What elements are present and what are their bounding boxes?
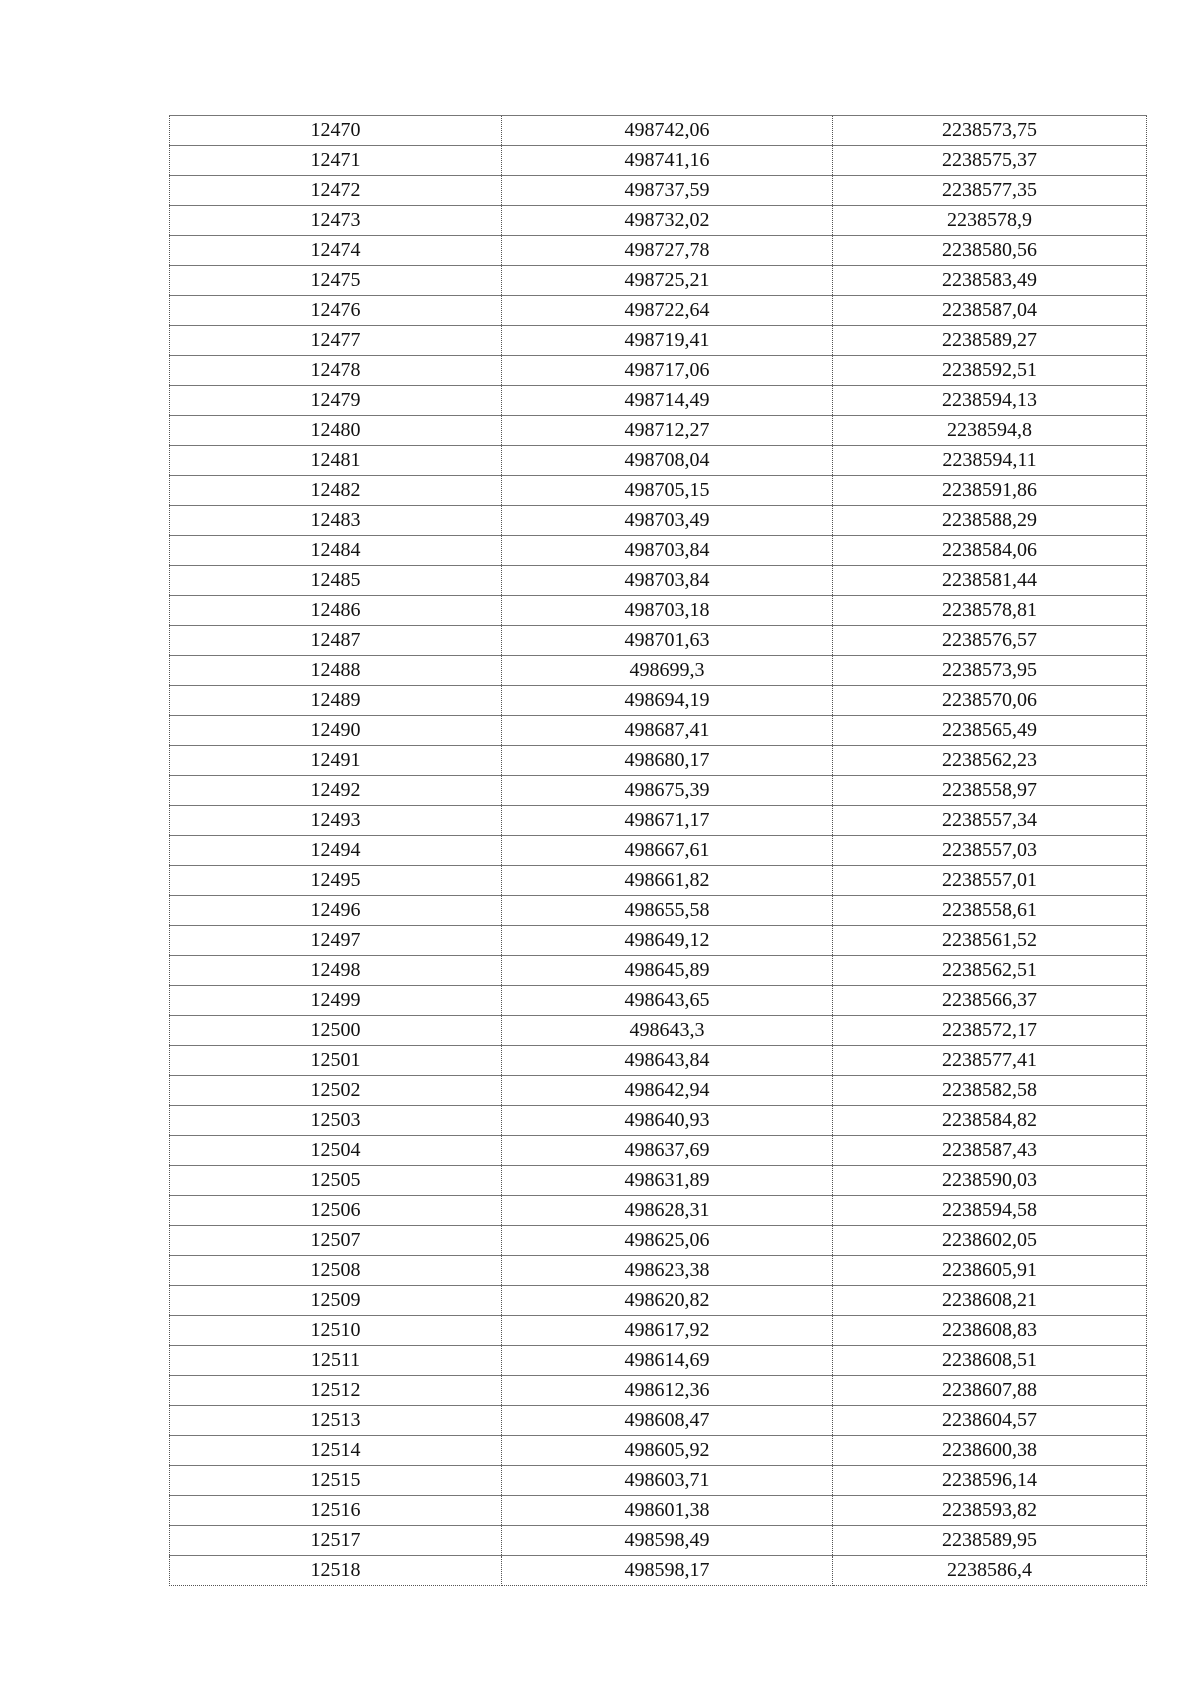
x-coordinate-cell: 498722,64 [502, 296, 833, 326]
table-row [170, 416, 1147, 446]
x-coordinate-cell: 498605,92 [502, 1436, 833, 1466]
x-coordinate-cell: 498714,49 [502, 386, 833, 416]
table-row [170, 476, 1147, 506]
y-coordinate-cell: 2238572,17 [833, 1016, 1147, 1046]
table-row [170, 266, 1147, 296]
y-coordinate-cell: 2238587,43 [833, 1136, 1147, 1166]
y-coordinate-cell: 2238589,95 [833, 1526, 1147, 1556]
x-coordinate-cell: 498708,04 [502, 446, 833, 476]
x-coordinate-cell: 498642,94 [502, 1076, 833, 1106]
table-row [170, 1406, 1147, 1436]
point-number-cell: 12476 [170, 296, 502, 326]
table-row [170, 176, 1147, 206]
table-row [170, 746, 1147, 776]
y-coordinate-cell: 2238592,51 [833, 356, 1147, 386]
point-number-cell: 12485 [170, 566, 502, 596]
y-coordinate-cell: 2238561,52 [833, 926, 1147, 956]
table-row [170, 146, 1147, 176]
table-row [170, 716, 1147, 746]
x-coordinate-cell: 498628,31 [502, 1196, 833, 1226]
table-row [170, 656, 1147, 686]
x-coordinate-cell: 498649,12 [502, 926, 833, 956]
y-coordinate-cell: 2238575,37 [833, 146, 1147, 176]
x-coordinate-cell: 498608,47 [502, 1406, 833, 1436]
point-number-cell: 12516 [170, 1496, 502, 1526]
point-number-cell: 12500 [170, 1016, 502, 1046]
point-number-cell: 12483 [170, 506, 502, 536]
point-number-cell: 12486 [170, 596, 502, 626]
point-number-cell: 12481 [170, 446, 502, 476]
y-coordinate-cell: 2238596,14 [833, 1466, 1147, 1496]
y-coordinate-cell: 2238573,75 [833, 116, 1147, 146]
table-row [170, 326, 1147, 356]
y-coordinate-cell: 2238578,9 [833, 206, 1147, 236]
x-coordinate-cell: 498732,02 [502, 206, 833, 236]
point-number-cell: 12490 [170, 716, 502, 746]
y-coordinate-cell: 2238590,03 [833, 1166, 1147, 1196]
table-row [170, 1526, 1147, 1556]
table-row [170, 1466, 1147, 1496]
table-row [170, 1346, 1147, 1376]
y-coordinate-cell: 2238558,97 [833, 776, 1147, 806]
table-row [170, 806, 1147, 836]
table-row [170, 1136, 1147, 1166]
x-coordinate-cell: 498727,78 [502, 236, 833, 266]
y-coordinate-cell: 2238600,38 [833, 1436, 1147, 1466]
y-coordinate-cell: 2238557,03 [833, 836, 1147, 866]
y-coordinate-cell: 2238577,41 [833, 1046, 1147, 1076]
table-row [170, 1556, 1147, 1586]
y-coordinate-cell: 2238589,27 [833, 326, 1147, 356]
y-coordinate-cell: 2238607,88 [833, 1376, 1147, 1406]
point-number-cell: 12471 [170, 146, 502, 176]
point-number-cell: 12503 [170, 1106, 502, 1136]
table-row [170, 356, 1147, 386]
y-coordinate-cell: 2238577,35 [833, 176, 1147, 206]
x-coordinate-cell: 498603,71 [502, 1466, 833, 1496]
point-number-cell: 12473 [170, 206, 502, 236]
table-row [170, 1226, 1147, 1256]
x-coordinate-cell: 498703,18 [502, 596, 833, 626]
point-number-cell: 12494 [170, 836, 502, 866]
point-number-cell: 12477 [170, 326, 502, 356]
table-row [170, 1286, 1147, 1316]
table-row [170, 866, 1147, 896]
y-coordinate-cell: 2238580,56 [833, 236, 1147, 266]
x-coordinate-cell: 498705,15 [502, 476, 833, 506]
y-coordinate-cell: 2238584,06 [833, 536, 1147, 566]
x-coordinate-cell: 498719,41 [502, 326, 833, 356]
y-coordinate-cell: 2238586,4 [833, 1556, 1147, 1586]
x-coordinate-cell: 498675,39 [502, 776, 833, 806]
x-coordinate-cell: 498667,61 [502, 836, 833, 866]
point-number-cell: 12510 [170, 1316, 502, 1346]
coordinates-table-body [170, 116, 1147, 1586]
x-coordinate-cell: 498717,06 [502, 356, 833, 386]
x-coordinate-cell: 498631,89 [502, 1166, 833, 1196]
table-row [170, 206, 1147, 236]
point-number-cell: 12472 [170, 176, 502, 206]
x-coordinate-cell: 498598,17 [502, 1556, 833, 1586]
x-coordinate-cell: 498625,06 [502, 1226, 833, 1256]
point-number-cell: 12506 [170, 1196, 502, 1226]
y-coordinate-cell: 2238558,61 [833, 896, 1147, 926]
table-row [170, 956, 1147, 986]
x-coordinate-cell: 498687,41 [502, 716, 833, 746]
x-coordinate-cell: 498637,69 [502, 1136, 833, 1166]
x-coordinate-cell: 498694,19 [502, 686, 833, 716]
point-number-cell: 12515 [170, 1466, 502, 1496]
point-number-cell: 12512 [170, 1376, 502, 1406]
x-coordinate-cell: 498701,63 [502, 626, 833, 656]
x-coordinate-cell: 498680,17 [502, 746, 833, 776]
table-row [170, 686, 1147, 716]
table-row [170, 236, 1147, 266]
y-coordinate-cell: 2238604,57 [833, 1406, 1147, 1436]
point-number-cell: 12495 [170, 866, 502, 896]
point-number-cell: 12470 [170, 116, 502, 146]
table-row [170, 1316, 1147, 1346]
table-row [170, 566, 1147, 596]
y-coordinate-cell: 2238581,44 [833, 566, 1147, 596]
table-row [170, 626, 1147, 656]
table-row [170, 836, 1147, 866]
point-number-cell: 12499 [170, 986, 502, 1016]
y-coordinate-cell: 2238557,34 [833, 806, 1147, 836]
table-row [170, 986, 1147, 1016]
x-coordinate-cell: 498737,59 [502, 176, 833, 206]
table-row [170, 1376, 1147, 1406]
point-number-cell: 12474 [170, 236, 502, 266]
x-coordinate-cell: 498703,84 [502, 536, 833, 566]
table-row [170, 1196, 1147, 1226]
y-coordinate-cell: 2238587,04 [833, 296, 1147, 326]
point-number-cell: 12505 [170, 1166, 502, 1196]
y-coordinate-cell: 2238602,05 [833, 1226, 1147, 1256]
point-number-cell: 12518 [170, 1556, 502, 1586]
coordinates-table [169, 115, 1147, 1586]
table-row [170, 926, 1147, 956]
x-coordinate-cell: 498643,84 [502, 1046, 833, 1076]
point-number-cell: 12493 [170, 806, 502, 836]
table-row [170, 446, 1147, 476]
point-number-cell: 12502 [170, 1076, 502, 1106]
point-number-cell: 12484 [170, 536, 502, 566]
x-coordinate-cell: 498712,27 [502, 416, 833, 446]
y-coordinate-cell: 2238594,8 [833, 416, 1147, 446]
y-coordinate-cell: 2238578,81 [833, 596, 1147, 626]
y-coordinate-cell: 2238608,21 [833, 1286, 1147, 1316]
table-row [170, 776, 1147, 806]
y-coordinate-cell: 2238591,86 [833, 476, 1147, 506]
table-row [170, 1046, 1147, 1076]
x-coordinate-cell: 498601,38 [502, 1496, 833, 1526]
y-coordinate-cell: 2238582,58 [833, 1076, 1147, 1106]
table-row [170, 386, 1147, 416]
y-coordinate-cell: 2238588,29 [833, 506, 1147, 536]
x-coordinate-cell: 498703,84 [502, 566, 833, 596]
point-number-cell: 12511 [170, 1346, 502, 1376]
y-coordinate-cell: 2238605,91 [833, 1256, 1147, 1286]
table-row [170, 296, 1147, 326]
y-coordinate-cell: 2238562,51 [833, 956, 1147, 986]
table-row [170, 1016, 1147, 1046]
point-number-cell: 12492 [170, 776, 502, 806]
y-coordinate-cell: 2238570,06 [833, 686, 1147, 716]
x-coordinate-cell: 498640,93 [502, 1106, 833, 1136]
point-number-cell: 12497 [170, 926, 502, 956]
y-coordinate-cell: 2238608,83 [833, 1316, 1147, 1346]
x-coordinate-cell: 498620,82 [502, 1286, 833, 1316]
x-coordinate-cell: 498703,49 [502, 506, 833, 536]
table-row [170, 1436, 1147, 1466]
x-coordinate-cell: 498617,92 [502, 1316, 833, 1346]
point-number-cell: 12478 [170, 356, 502, 386]
point-number-cell: 12475 [170, 266, 502, 296]
table-row [170, 596, 1147, 626]
point-number-cell: 12504 [170, 1136, 502, 1166]
x-coordinate-cell: 498671,17 [502, 806, 833, 836]
y-coordinate-cell: 2238576,57 [833, 626, 1147, 656]
table-row [170, 116, 1147, 146]
y-coordinate-cell: 2238562,23 [833, 746, 1147, 776]
table-row [170, 1166, 1147, 1196]
point-number-cell: 12513 [170, 1406, 502, 1436]
point-number-cell: 12498 [170, 956, 502, 986]
table-row [170, 1496, 1147, 1526]
point-number-cell: 12480 [170, 416, 502, 446]
y-coordinate-cell: 2238593,82 [833, 1496, 1147, 1526]
table-row [170, 536, 1147, 566]
y-coordinate-cell: 2238566,37 [833, 986, 1147, 1016]
point-number-cell: 12508 [170, 1256, 502, 1286]
point-number-cell: 12489 [170, 686, 502, 716]
x-coordinate-cell: 498699,3 [502, 656, 833, 686]
x-coordinate-cell: 498612,36 [502, 1376, 833, 1406]
point-number-cell: 12509 [170, 1286, 502, 1316]
x-coordinate-cell: 498661,82 [502, 866, 833, 896]
point-number-cell: 12491 [170, 746, 502, 776]
x-coordinate-cell: 498645,89 [502, 956, 833, 986]
point-number-cell: 12488 [170, 656, 502, 686]
y-coordinate-cell: 2238583,49 [833, 266, 1147, 296]
y-coordinate-cell: 2238573,95 [833, 656, 1147, 686]
y-coordinate-cell: 2238608,51 [833, 1346, 1147, 1376]
x-coordinate-cell: 498655,58 [502, 896, 833, 926]
table-row [170, 506, 1147, 536]
x-coordinate-cell: 498614,69 [502, 1346, 833, 1376]
y-coordinate-cell: 2238565,49 [833, 716, 1147, 746]
point-number-cell: 12507 [170, 1226, 502, 1256]
point-number-cell: 12487 [170, 626, 502, 656]
point-number-cell: 12514 [170, 1436, 502, 1466]
x-coordinate-cell: 498725,21 [502, 266, 833, 296]
y-coordinate-cell: 2238557,01 [833, 866, 1147, 896]
x-coordinate-cell: 498643,65 [502, 986, 833, 1016]
y-coordinate-cell: 2238584,82 [833, 1106, 1147, 1136]
point-number-cell: 12501 [170, 1046, 502, 1076]
x-coordinate-cell: 498598,49 [502, 1526, 833, 1556]
table-row [170, 1106, 1147, 1136]
x-coordinate-cell: 498741,16 [502, 146, 833, 176]
x-coordinate-cell: 498742,06 [502, 116, 833, 146]
x-coordinate-cell: 498643,3 [502, 1016, 833, 1046]
y-coordinate-cell: 2238594,58 [833, 1196, 1147, 1226]
point-number-cell: 12496 [170, 896, 502, 926]
point-number-cell: 12482 [170, 476, 502, 506]
table-row [170, 1076, 1147, 1106]
point-number-cell: 12479 [170, 386, 502, 416]
point-number-cell: 12517 [170, 1526, 502, 1556]
y-coordinate-cell: 2238594,11 [833, 446, 1147, 476]
y-coordinate-cell: 2238594,13 [833, 386, 1147, 416]
table-row [170, 1256, 1147, 1286]
table-row [170, 896, 1147, 926]
x-coordinate-cell: 498623,38 [502, 1256, 833, 1286]
